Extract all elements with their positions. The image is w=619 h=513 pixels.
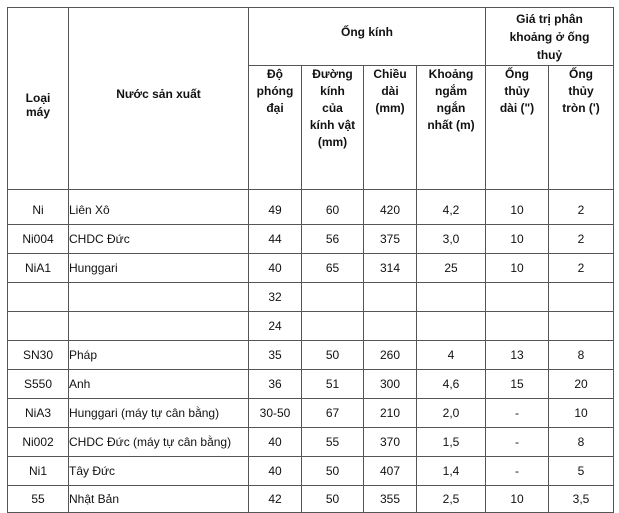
cell-thuy-dai: 13 (486, 341, 549, 370)
cell-duong-kinh: 67 (302, 399, 364, 428)
cell-chieu-dai: 407 (364, 457, 417, 486)
table-row (8, 457, 614, 486)
cell-khoang-ngam: 4,2 (417, 190, 486, 225)
cell-duong-kinh: 50 (302, 341, 364, 370)
cell-nuoc: Pháp (69, 341, 249, 370)
header-do-phong-dai: Độ phóng đại (249, 66, 302, 190)
header-duong-kinh: Đường kính của kính vật (mm) (302, 66, 364, 190)
cell-chieu-dai (364, 312, 417, 341)
cell-khoang-ngam: 2,0 (417, 399, 486, 428)
cell-chieu-dai (364, 283, 417, 312)
cell-thuy-tron: 5 (549, 457, 614, 486)
cell-thuy-dai: - (486, 428, 549, 457)
cell-khoang-ngam: 3,0 (417, 225, 486, 254)
cell-thuy-dai: 10 (486, 254, 549, 283)
table-row (8, 190, 614, 225)
table-row (8, 283, 614, 312)
header-ong-thuy-tron: Ống thủy tròn (') (549, 66, 614, 190)
cell-chieu-dai: 300 (364, 370, 417, 399)
cell-duong-kinh: 56 (302, 225, 364, 254)
cell-thuy-tron: 8 (549, 428, 614, 457)
cell-nuoc: Tây Đức (69, 457, 249, 486)
cell-khoang-ngam: 2,5 (417, 486, 486, 513)
cell-nuoc (69, 283, 249, 312)
cell-duong-kinh: 55 (302, 428, 364, 457)
cell-phong-dai: 40 (249, 254, 302, 283)
table-row (8, 486, 614, 513)
table-row (8, 225, 614, 254)
cell-chieu-dai: 260 (364, 341, 417, 370)
header-chieu-dai: Chiều dài (mm) (364, 66, 417, 190)
cell-nuoc: Anh (69, 370, 249, 399)
cell-loai: NiA1 (8, 254, 69, 283)
cell-loai: S550 (8, 370, 69, 399)
cell-chieu-dai: 210 (364, 399, 417, 428)
cell-loai: 55 (8, 486, 69, 513)
cell-nuoc: Hunggari (máy tự cân bằng) (69, 399, 249, 428)
cell-thuy-tron: 2 (549, 190, 614, 225)
cell-khoang-ngam: 25 (417, 254, 486, 283)
cell-thuy-dai: - (486, 457, 549, 486)
cell-chieu-dai: 355 (364, 486, 417, 513)
cell-thuy-dai (486, 283, 549, 312)
cell-khoang-ngam (417, 312, 486, 341)
cell-thuy-dai: 10 (486, 486, 549, 513)
cell-thuy-dai: 15 (486, 370, 549, 399)
cell-phong-dai: 32 (249, 283, 302, 312)
cell-nuoc: CHDC Đức (69, 225, 249, 254)
table-row (8, 312, 614, 341)
cell-khoang-ngam: 1,4 (417, 457, 486, 486)
cell-loai: Ni004 (8, 225, 69, 254)
cell-chieu-dai: 370 (364, 428, 417, 457)
table-row (8, 428, 614, 457)
cell-khoang-ngam (417, 283, 486, 312)
cell-nuoc: Liên Xô (69, 190, 249, 225)
cell-phong-dai: 49 (249, 190, 302, 225)
cell-khoang-ngam: 1,5 (417, 428, 486, 457)
cell-khoang-ngam: 4 (417, 341, 486, 370)
cell-thuy-tron (549, 312, 614, 341)
cell-loai: Ni (8, 190, 69, 225)
header-khoang-ngam: Khoảng ngắm ngắn nhất (m) (417, 66, 486, 190)
cell-phong-dai: 44 (249, 225, 302, 254)
cell-phong-dai: 40 (249, 457, 302, 486)
cell-duong-kinh: 50 (302, 457, 364, 486)
cell-thuy-dai: - (486, 399, 549, 428)
cell-thuy-dai (486, 312, 549, 341)
cell-thuy-tron: 3,5 (549, 486, 614, 513)
cell-loai: NiA3 (8, 399, 69, 428)
cell-phong-dai: 36 (249, 370, 302, 399)
cell-nuoc: Hunggari (69, 254, 249, 283)
cell-duong-kinh: 65 (302, 254, 364, 283)
cell-duong-kinh: 50 (302, 486, 364, 513)
cell-nuoc (69, 312, 249, 341)
cell-duong-kinh (302, 283, 364, 312)
cell-chieu-dai: 420 (364, 190, 417, 225)
header-loai-may: Loại máy (8, 8, 69, 190)
cell-phong-dai: 42 (249, 486, 302, 513)
cell-thuy-tron: 2 (549, 225, 614, 254)
cell-phong-dai: 35 (249, 341, 302, 370)
cell-duong-kinh (302, 312, 364, 341)
cell-phong-dai: 30-50 (249, 399, 302, 428)
cell-nuoc: CHDC Đức (máy tự cân bằng) (69, 428, 249, 457)
cell-loai (8, 283, 69, 312)
header-ong-thuy-dai: Ống thủy dài (") (486, 66, 549, 190)
cell-thuy-dai: 10 (486, 225, 549, 254)
cell-loai: Ni1 (8, 457, 69, 486)
cell-nuoc: Nhật Bản (69, 486, 249, 513)
cell-khoang-ngam: 4,6 (417, 370, 486, 399)
table-row (8, 399, 614, 428)
cell-phong-dai: 24 (249, 312, 302, 341)
cell-loai: Ni002 (8, 428, 69, 457)
cell-thuy-tron: 10 (549, 399, 614, 428)
cell-duong-kinh: 60 (302, 190, 364, 225)
cell-chieu-dai: 375 (364, 225, 417, 254)
cell-loai (8, 312, 69, 341)
cell-thuy-tron: 8 (549, 341, 614, 370)
cell-thuy-tron: 20 (549, 370, 614, 399)
table-row (8, 370, 614, 399)
header-gia-tri-phan-khoang: Giá trị phân khoảng ở ống thuỷ (486, 8, 614, 66)
cell-thuy-dai: 10 (486, 190, 549, 225)
header-nuoc-san-xuat: Nước sản xuất (69, 8, 249, 190)
level-instrument-table (7, 7, 614, 513)
header-ong-kinh: Ống kính (249, 8, 486, 66)
cell-duong-kinh: 51 (302, 370, 364, 399)
cell-loai: SN30 (8, 341, 69, 370)
cell-thuy-tron (549, 283, 614, 312)
cell-chieu-dai: 314 (364, 254, 417, 283)
table-row (8, 341, 614, 370)
table-row (8, 254, 614, 283)
cell-phong-dai: 40 (249, 428, 302, 457)
cell-thuy-tron: 2 (549, 254, 614, 283)
